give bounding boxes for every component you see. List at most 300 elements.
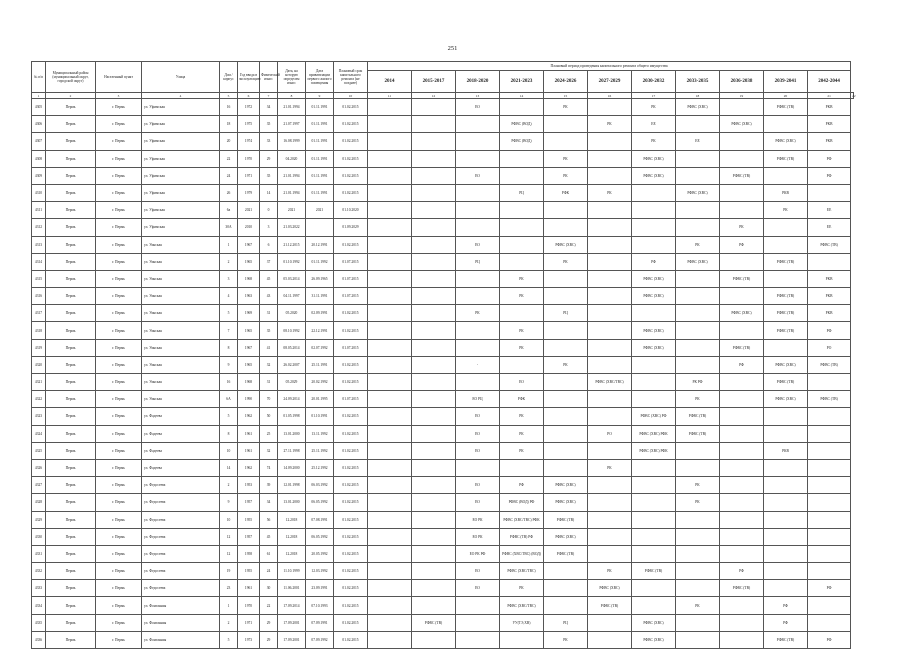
cell-period-work — [368, 614, 412, 631]
cell-period-work — [412, 442, 456, 459]
cell-settlement: г. Пермь — [96, 339, 142, 356]
cell-row-number: 4310 — [32, 184, 46, 201]
cell-period-work — [588, 494, 632, 511]
cell-state-date: 04.11.1997 — [278, 288, 306, 305]
cell-planned-repair-date: 01.02.2015 — [334, 528, 368, 545]
cell-period-work — [412, 202, 456, 219]
cell-period-work — [412, 597, 456, 614]
cell-wear: 0 — [260, 202, 278, 219]
cell-street: ул. Федосеева — [142, 511, 220, 528]
cell-planned-repair-date: 01.07.2015 — [334, 270, 368, 287]
cell-period-work: РК — [500, 408, 544, 425]
cell-period-work — [368, 202, 412, 219]
column-index: 11 — [368, 93, 412, 99]
cell-wear: 29 — [260, 631, 278, 648]
cell-house: 2 — [220, 477, 238, 494]
cell-planned-repair-date: 01.02.2015 — [334, 99, 368, 116]
cell-planned-repair-date: 01.02.2015 — [334, 442, 368, 459]
cell-year-built: 1955 — [238, 563, 260, 580]
cell-state-date: 01.05.1998 — [278, 408, 306, 425]
cell-period-work: РФВС (ТВ) — [720, 580, 764, 597]
cell-privatization-date: 20.02.1992 — [306, 374, 334, 391]
cell-period-work — [412, 167, 456, 184]
cell-privatization-date: 20.01.1995 — [306, 391, 334, 408]
cell-street: ул. Фадеева — [142, 408, 220, 425]
cell-period-work: РК — [500, 425, 544, 442]
cell-period-work — [588, 150, 632, 167]
cell-period-work: РК — [588, 116, 632, 133]
cell-period-work — [764, 563, 808, 580]
cell-period-work — [456, 219, 500, 236]
cell-municipality: Пермь — [46, 133, 96, 150]
cell-period-work — [720, 374, 764, 391]
cell-planned-repair-date: 01.02.2015 — [334, 477, 368, 494]
cell-street: ул. Уинская — [142, 374, 220, 391]
cell-settlement: г. Пермь — [96, 133, 142, 150]
cell-municipality: Пермь — [46, 270, 96, 287]
cell-period-work — [720, 631, 764, 648]
cell-street: ул. Уинская — [142, 322, 220, 339]
cell-year-built: 1969 — [238, 305, 260, 322]
cell-privatization-date — [306, 219, 334, 236]
table-body — [32, 99, 854, 649]
cell-municipality: Пермь — [46, 322, 96, 339]
cell-period-work: РФ — [632, 253, 676, 270]
cell-period-work: РФВС (ТВ) — [764, 322, 808, 339]
cell-house: 1 — [220, 236, 238, 253]
table-row — [32, 563, 854, 580]
cell-period-work — [412, 425, 456, 442]
cell-period-work — [764, 167, 808, 184]
cell-period-work — [500, 236, 544, 253]
cell-row-number: 4333 — [32, 580, 46, 597]
cell-period-work: ЕЕ — [808, 219, 851, 236]
cell-year-built: 1962 — [238, 459, 260, 476]
cell-period-work — [412, 545, 456, 562]
cell-municipality: Пермь — [46, 99, 96, 116]
cell-period-work: РФ — [808, 150, 851, 167]
cell-planned-repair-date: 01.02.2015 — [334, 150, 368, 167]
cell-wear: 22 — [260, 597, 278, 614]
cell-period-work — [632, 494, 676, 511]
cell-street: ул. Федосеева — [142, 545, 220, 562]
cell-period-work: РК — [500, 442, 544, 459]
cell-period-work: РФВС (ХВС) — [544, 236, 588, 253]
cell-municipality: Пермь — [46, 236, 96, 253]
cell-municipality: Пермь — [46, 339, 96, 356]
cell-house: 3 — [220, 270, 238, 287]
cell-period-work — [544, 425, 588, 442]
cell-period-work — [676, 631, 720, 648]
cell-house: 14 — [220, 459, 238, 476]
year-header: 2027-2029 — [588, 71, 632, 93]
cell-municipality: Пермь — [46, 116, 96, 133]
cell-period-work — [632, 511, 676, 528]
cell-state-date: 12.2018 — [278, 511, 306, 528]
cell-period-work — [544, 391, 588, 408]
cell-period-work: РФВС (ХВС) — [764, 133, 808, 150]
cell-period-work — [808, 374, 851, 391]
year-header: 2030-2032 — [632, 71, 676, 93]
column-index: 5 — [220, 93, 238, 99]
cell-period-work — [588, 322, 632, 339]
cell-period-work — [588, 270, 632, 287]
column-index: 21 — [808, 93, 851, 99]
column-index: 10 — [334, 93, 368, 99]
cell-period-work: РК — [720, 219, 764, 236]
table-row — [32, 631, 854, 648]
cell-house: 5 — [220, 631, 238, 648]
cell-planned-repair-date: 01.02.2015 — [334, 374, 368, 391]
cell-period-work: РФВС (ХВС) РФК — [632, 442, 676, 459]
cell-period-work — [368, 459, 412, 476]
cell-row-number: 4318 — [32, 322, 46, 339]
cell-period-work — [456, 288, 500, 305]
col-state-date: Дата, на которую определен износ — [278, 62, 306, 93]
cell-period-work — [412, 288, 456, 305]
cell-period-work: ЕО РК — [456, 511, 500, 528]
cell-year-built: 1965 — [238, 253, 260, 270]
cell-period-work — [676, 288, 720, 305]
cell-period-work — [544, 442, 588, 459]
cell-period-work — [368, 184, 412, 201]
cell-period-work — [456, 322, 500, 339]
cell-house: 5 — [220, 408, 238, 425]
cell-period-work — [368, 150, 412, 167]
cell-period-work — [632, 236, 676, 253]
cell-period-work — [412, 150, 456, 167]
cell-wear: 61 — [260, 545, 278, 562]
cell-state-date: 05.03.2014 — [278, 270, 306, 287]
col-street: Улица — [142, 62, 220, 93]
cell-period-work — [764, 459, 808, 476]
cell-row-number: 4321 — [32, 374, 46, 391]
cell-row-number: 4314 — [32, 253, 46, 270]
cell-period-work — [720, 528, 764, 545]
cell-settlement: г. Пермь — [96, 167, 142, 184]
cell-privatization-date: 25.12.1992 — [306, 459, 334, 476]
cell-municipality: Пермь — [46, 374, 96, 391]
cell-period-work — [720, 322, 764, 339]
table-row — [32, 339, 854, 356]
cell-period-work — [544, 580, 588, 597]
cell-period-work — [456, 150, 500, 167]
table-row — [32, 322, 854, 339]
cell-house: 16 — [220, 99, 238, 116]
cell-row-number: 4327 — [32, 477, 46, 494]
cell-period-work — [368, 425, 412, 442]
cell-state-date: 08.10.1992 — [278, 322, 306, 339]
cell-house: 24 — [220, 167, 238, 184]
cell-period-work — [544, 563, 588, 580]
cell-period-work: РФВС (ТВ) — [632, 563, 676, 580]
cell-wear: 70 — [260, 391, 278, 408]
cell-privatization-date: 01.11.1991 — [306, 167, 334, 184]
cell-period-work — [588, 545, 632, 562]
cell-period-work: РФВС (ХВС) — [632, 339, 676, 356]
cell-street: ул. Уинская — [142, 305, 220, 322]
table-row — [32, 494, 854, 511]
cell-period-work: РО — [588, 425, 632, 442]
cell-year-built: 1990 — [238, 391, 260, 408]
cell-street: ул. Федосеева — [142, 477, 220, 494]
cell-wear: 31 — [260, 374, 278, 391]
col-planned: Плановый срок капитального ремонта (не позднее) — [334, 62, 368, 93]
cell-house: 6а — [220, 202, 238, 219]
cell-wear: 34 — [260, 99, 278, 116]
cell-period-work: РФВС (ХВС) РФК — [632, 425, 676, 442]
cell-period-work — [720, 459, 764, 476]
cell-period-work: РФВС (ТВ) — [764, 288, 808, 305]
cell-period-work — [412, 305, 456, 322]
cell-period-work — [720, 442, 764, 459]
cell-privatization-date: 06.03.1992 — [306, 477, 334, 494]
cell-period-work: РФВС (ТВ) — [808, 391, 851, 408]
cell-street: ул. Уфимская — [142, 184, 220, 201]
cell-municipality: Пермь — [46, 511, 96, 528]
cell-period-work — [544, 288, 588, 305]
cell-planned-repair-date: 01.02.2015 — [334, 236, 368, 253]
cell-row-number: 4326 — [32, 459, 46, 476]
cell-street: ул. Уфимская — [142, 150, 220, 167]
cell-row-number: 4329 — [32, 511, 46, 528]
col-house: Дом / корпус — [220, 62, 238, 93]
cell-state-date: 24.09.2014 — [278, 391, 306, 408]
col-mun: Муниципальный район (муниципальный округ, городской округ) — [46, 62, 96, 93]
cell-street: ул. Уинская — [142, 253, 220, 270]
cell-period-work: РФ — [764, 597, 808, 614]
cell-period-work: РЦ — [500, 184, 544, 201]
cell-planned-repair-date: 01.02.2015 — [334, 511, 368, 528]
cell-period-work: РФВС (ХВС) — [720, 116, 764, 133]
cell-period-work — [412, 339, 456, 356]
cell-row-number: 4305 — [32, 99, 46, 116]
cell-period-work: РФВС (ТВ) — [764, 150, 808, 167]
cell-period-work — [808, 442, 851, 459]
cell-street: ул. Уфимская — [142, 167, 220, 184]
col-num: № п/п — [32, 62, 46, 93]
table-row — [32, 459, 854, 476]
cell-settlement: г. Пермь — [96, 253, 142, 270]
cell-wear: 24 — [260, 563, 278, 580]
cell-period-work — [808, 494, 851, 511]
cell-period-work — [412, 511, 456, 528]
cell-planned-repair-date: 01.02.2015 — [334, 167, 368, 184]
cell-planned-repair-date: 01.02.2015 — [334, 459, 368, 476]
cell-period-work — [632, 528, 676, 545]
cell-period-work: РФ — [720, 356, 764, 373]
cell-period-work: РФ — [808, 631, 851, 648]
cell-planned-repair-date: 01.07.2015 — [334, 391, 368, 408]
cell-year-built: 1961 — [238, 425, 260, 442]
cell-period-work — [632, 545, 676, 562]
cell-planned-repair-date: 01.02.2015 — [334, 563, 368, 580]
cell-period-work: - — [456, 356, 500, 373]
cell-municipality: Пермь — [46, 545, 96, 562]
cell-municipality: Пермь — [46, 167, 96, 184]
cell-period-work — [764, 116, 808, 133]
cell-state-date: 05.2020 — [278, 305, 306, 322]
cell-period-work: РФВС (ТВ) — [676, 408, 720, 425]
cell-wear: 34 — [260, 494, 278, 511]
cell-municipality: Пермь — [46, 408, 96, 425]
cell-year-built: 1957 — [238, 494, 260, 511]
table-row — [32, 219, 854, 236]
cell-settlement: г. Пермь — [96, 425, 142, 442]
cell-period-work — [368, 236, 412, 253]
year-header: 2036-2038 — [720, 71, 764, 93]
cell-row-number: 4324 — [32, 425, 46, 442]
cell-period-work — [764, 477, 808, 494]
column-index: 9 — [306, 93, 334, 99]
cell-row-number: 4328 — [32, 494, 46, 511]
cell-planned-repair-date: 01.10.2020 — [334, 202, 368, 219]
cell-street: ул. Уфимская — [142, 202, 220, 219]
cell-municipality: Пермь — [46, 253, 96, 270]
cell-period-work: РК — [588, 563, 632, 580]
cell-row-number: 4330 — [32, 528, 46, 545]
table-row — [32, 99, 854, 116]
cell-period-work — [764, 219, 808, 236]
cell-period-work — [632, 597, 676, 614]
cell-year-built: 1955 — [238, 511, 260, 528]
cell-period-work: РФВС (ХВС) — [676, 99, 720, 116]
cell-year-built: 1970 — [238, 150, 260, 167]
cell-period-work — [720, 391, 764, 408]
cell-planned-repair-date: 01.02.2015 — [334, 356, 368, 373]
cell-privatization-date: 25.11.1991 — [306, 356, 334, 373]
cell-period-work: ЕО — [456, 425, 500, 442]
cell-street: ул. Фонтанная — [142, 614, 220, 631]
table-row — [32, 425, 854, 442]
cell-period-work: РФВС (ТВ) — [720, 270, 764, 287]
cell-period-work — [676, 356, 720, 373]
cell-period-work — [764, 580, 808, 597]
cell-municipality: Пермь — [46, 150, 96, 167]
cell-period-work — [368, 563, 412, 580]
cell-year-built: 1953 — [238, 477, 260, 494]
cell-street: ул. Фадеева — [142, 425, 220, 442]
cell-period-work — [368, 545, 412, 562]
cell-settlement: г. Пермь — [96, 408, 142, 425]
cell-period-work — [632, 459, 676, 476]
cell-row-number: 4332 — [32, 563, 46, 580]
cell-row-number: 4316 — [32, 288, 46, 305]
cell-privatization-date: 13.11.1992 — [306, 425, 334, 442]
cell-privatization-date: 01.11.1992 — [306, 253, 334, 270]
cell-period-work — [456, 133, 500, 150]
cell-period-work: ЕО — [456, 99, 500, 116]
cell-period-work: РФ — [808, 322, 851, 339]
cell-period-work: РК — [544, 99, 588, 116]
cell-house: 8 — [220, 339, 238, 356]
cell-planned-repair-date: 01.02.2015 — [334, 408, 368, 425]
cell-state-date: 21.03.2022 — [278, 219, 306, 236]
cell-period-work — [412, 270, 456, 287]
table-row — [32, 133, 854, 150]
cell-street: ул. Фонтанная — [142, 631, 220, 648]
cell-period-work: РК — [544, 167, 588, 184]
cell-period-work: РК — [544, 631, 588, 648]
cell-street: ул. Федосеева — [142, 528, 220, 545]
cell-period-work — [764, 528, 808, 545]
cell-period-work — [632, 391, 676, 408]
cell-period-work — [544, 322, 588, 339]
cell-period-work: РК — [676, 494, 720, 511]
cell-period-work — [720, 99, 764, 116]
cell-state-date: 13.01.2000 — [278, 494, 306, 511]
cell-period-work — [676, 511, 720, 528]
column-index: 16 — [588, 93, 632, 99]
cell-period-work: РК — [632, 133, 676, 150]
cell-planned-repair-date: 01.02.2015 — [334, 597, 368, 614]
cell-planned-repair-date: 01.07.2015 — [334, 339, 368, 356]
col-settlement: Населенный пункт — [96, 62, 142, 93]
col-period: Плановый период проведения капитального ремонта общего имущества — [368, 62, 851, 71]
cell-municipality: Пермь — [46, 528, 96, 545]
cell-period-work — [368, 494, 412, 511]
year-header: 2042-2044 — [808, 71, 851, 93]
cell-period-work — [456, 597, 500, 614]
table-row — [32, 270, 854, 287]
cell-period-work — [456, 374, 500, 391]
cell-year-built: 1958 — [238, 545, 260, 562]
cell-period-work — [412, 236, 456, 253]
cell-period-work — [808, 253, 851, 270]
cell-period-work: РФВС (ВОД) — [500, 116, 544, 133]
cell-period-work: РФВС (ХВС) — [676, 184, 720, 201]
cell-settlement: г. Пермь — [96, 184, 142, 201]
cell-period-work — [368, 167, 412, 184]
cell-period-work: РФВС (ТВ) — [544, 511, 588, 528]
table-row — [32, 580, 854, 597]
cell-period-work — [808, 425, 851, 442]
table-row — [32, 253, 854, 270]
cell-settlement: г. Пермь — [96, 545, 142, 562]
cell-period-work — [412, 184, 456, 201]
year-header: 2015-2017 — [412, 71, 456, 93]
cell-period-work — [412, 563, 456, 580]
cell-period-work: РК — [500, 322, 544, 339]
column-index: 20 — [764, 93, 808, 99]
cell-period-work: РКВ — [808, 133, 851, 150]
column-index: 8 — [278, 93, 306, 99]
cell-period-work — [588, 477, 632, 494]
cell-privatization-date: 22.12.1991 — [306, 322, 334, 339]
cell-period-work — [720, 477, 764, 494]
cell-period-work: РК — [676, 236, 720, 253]
cell-state-date: 05.2029 — [278, 374, 306, 391]
capital-repair-register-table — [31, 61, 854, 649]
cell-period-work — [720, 494, 764, 511]
cell-planned-repair-date: 01.02.2015 — [334, 116, 368, 133]
cell-settlement: г. Пермь — [96, 442, 142, 459]
cell-settlement: г. Пермь — [96, 356, 142, 373]
cell-planned-repair-date: 01.02.2015 — [334, 494, 368, 511]
cell-period-work — [588, 133, 632, 150]
cell-municipality: Пермь — [46, 305, 96, 322]
cell-house: 2 — [220, 253, 238, 270]
cell-privatization-date: 31.11.1991 — [306, 288, 334, 305]
table-row — [32, 477, 854, 494]
cell-house: 6А — [220, 391, 238, 408]
cell-period-work — [412, 391, 456, 408]
cell-row-number: 4336 — [32, 631, 46, 648]
cell-period-work — [676, 322, 720, 339]
cell-period-work — [368, 219, 412, 236]
cell-period-work — [764, 425, 808, 442]
cell-planned-repair-date: 01.07.2015 — [334, 288, 368, 305]
